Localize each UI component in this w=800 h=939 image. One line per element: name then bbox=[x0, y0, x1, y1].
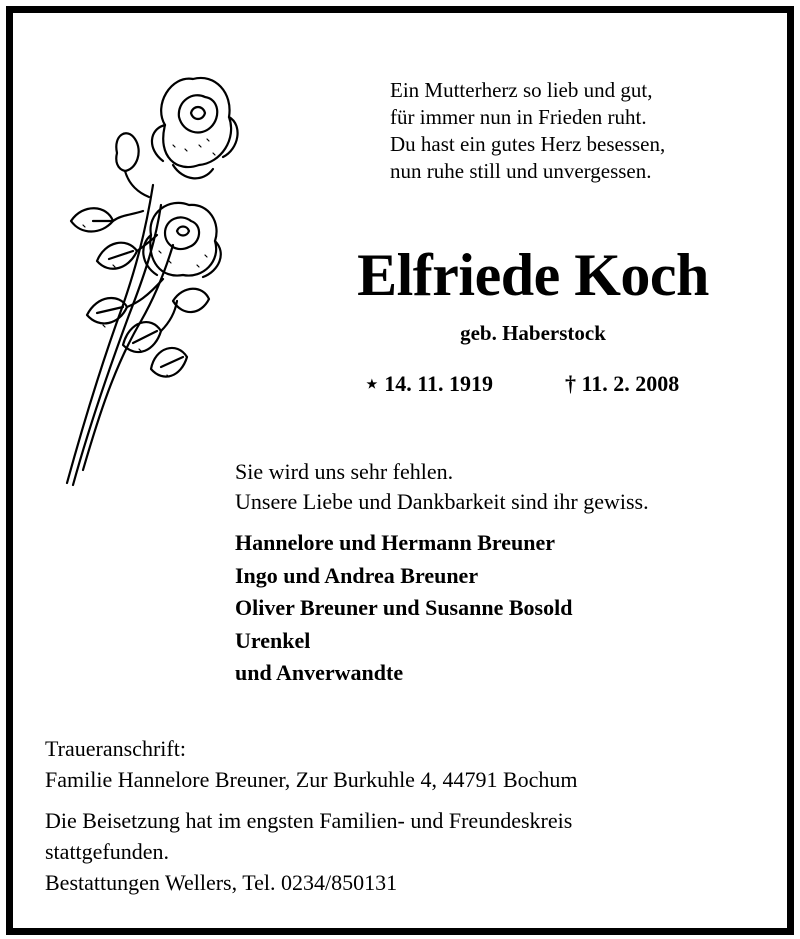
mourning-text bbox=[235, 457, 775, 517]
deceased-name: Elfriede Koch bbox=[357, 242, 709, 308]
birth-date: ⋆ 14. 11. 1919 bbox=[365, 371, 494, 396]
maiden-name: geb. Haberstock bbox=[460, 321, 606, 345]
mourners-list bbox=[235, 527, 775, 690]
poem-line: Du hast ein gutes Herz besessen, bbox=[390, 132, 666, 156]
roses-icon bbox=[53, 65, 243, 505]
mourning-line: Unsere Liebe und Dankbarkeit sind ihr gewiss. bbox=[235, 489, 649, 514]
mourner: und Anverwandte bbox=[235, 660, 404, 685]
burial-note: stattgefunden. bbox=[45, 839, 170, 864]
poem-line: für immer nun in Frieden ruht. bbox=[390, 105, 647, 129]
death-date: † 11. 2. 2008 bbox=[565, 371, 680, 396]
burial-note: Die Beisetzung hat im engsten Familien- und Freundeskreis bbox=[45, 808, 573, 833]
mourner: Oliver Breuner und Susanne Bosold bbox=[235, 595, 573, 620]
undertaker-contact: Bestattungen Wellers, Tel. 0234/850131 bbox=[45, 870, 398, 895]
mourning-line: Sie wird uns sehr fehlen. bbox=[235, 459, 454, 484]
mourner: Hannelore und Hermann Breuner bbox=[235, 530, 556, 555]
mourning-address: Familie Hannelore Breuner, Zur Burkuhle 4, 44791 Bochum bbox=[45, 767, 578, 792]
poem-line: nun ruhe still und unvergessen. bbox=[390, 159, 652, 183]
memorial-poem bbox=[390, 77, 770, 185]
poem-line: Ein Mutterherz so lieb und gut, bbox=[390, 78, 653, 102]
mourner: Ingo und Andrea Breuner bbox=[235, 562, 479, 588]
mourner: Urenkel bbox=[235, 627, 311, 653]
address-label: Traueranschrift: bbox=[45, 736, 186, 761]
notice-footer bbox=[45, 733, 765, 898]
obituary-frame bbox=[6, 6, 794, 935]
